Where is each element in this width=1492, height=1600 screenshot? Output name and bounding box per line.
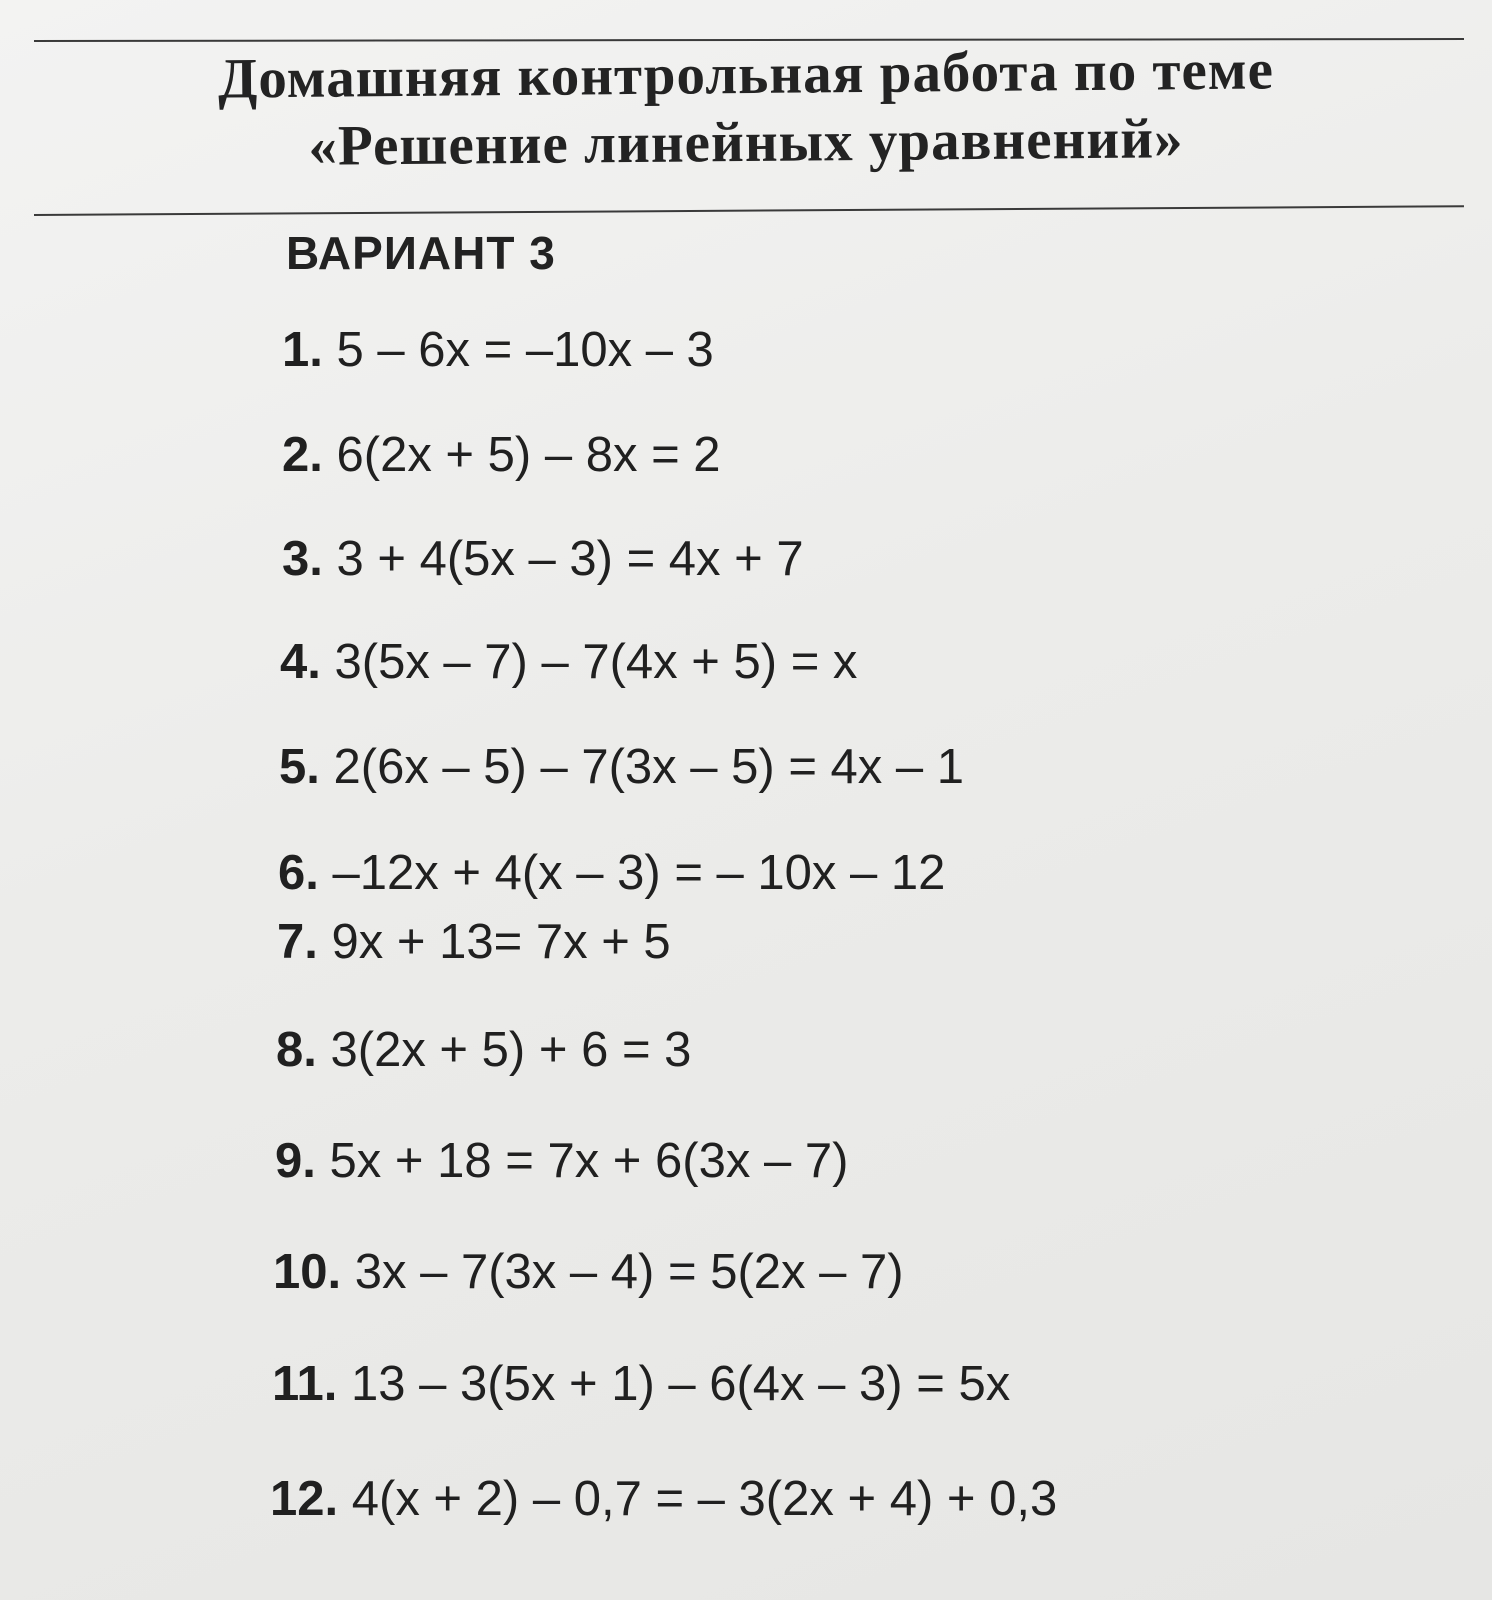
problem-equation: 3(5x – 7) – 7(4x + 5) = x [334,635,858,689]
problem-11 [272,1356,1010,1412]
problem-7 [277,914,671,970]
problem-equation: 3x – 7(3x – 4) = 5(2x – 7) [354,1245,904,1299]
problem-number: 5. [279,740,320,794]
problem-4 [280,634,857,690]
page-title-line-1: Домашняя контрольная работа по теме [217,38,1275,111]
problem-8 [276,1022,691,1078]
bottom-rule [34,205,1464,216]
problem-equation: 2(6x – 5) – 7(3x – 5) = 4x – 1 [333,740,965,794]
problem-number: 10. [273,1245,342,1299]
problem-equation: 5 – 6x = –10x – 3 [336,323,714,377]
problem-number: 11. [272,1357,338,1411]
problem-equation: 9x + 13= 7x + 5 [331,915,671,969]
problem-equation: 6(2x + 5) – 8x = 2 [336,428,721,482]
problem-equation: 3 + 4(5x – 3) = 4x + 7 [336,532,804,586]
problem-equation: 4(x + 2) – 0,7 = – 3(2x + 4) + 0,3 [351,1472,1058,1526]
problem-number: 1. [282,323,323,377]
problem-3 [282,531,804,587]
problem-equation: –12x + 4(x – 3) = – 10x – 12 [332,846,946,900]
problem-9 [275,1133,848,1189]
page-title-line-2: «Решение линейных уравнений» [308,107,1184,178]
problem-2 [282,427,721,483]
problem-number: 2. [282,428,323,482]
problem-1 [282,322,714,378]
problem-equation: 13 – 3(5x + 1) – 6(4x – 3) = 5x [351,1357,1011,1411]
problem-equation: 5x + 18 = 7x + 6(3x – 7) [329,1134,849,1188]
problem-number: 6. [278,846,319,900]
problem-10 [273,1244,904,1300]
problem-equation: 3(2x + 5) + 6 = 3 [330,1023,692,1077]
problem-6 [278,845,945,901]
problem-5 [279,739,964,795]
variant-heading: ВАРИАНТ 3 [286,227,556,279]
problem-number: 3. [282,532,323,586]
problem-number: 4. [280,635,321,689]
problem-12 [270,1471,1057,1527]
problem-number: 7. [277,915,318,969]
problem-number: 12. [270,1472,339,1526]
problem-number: 8. [276,1023,317,1077]
problem-number: 9. [275,1134,316,1188]
